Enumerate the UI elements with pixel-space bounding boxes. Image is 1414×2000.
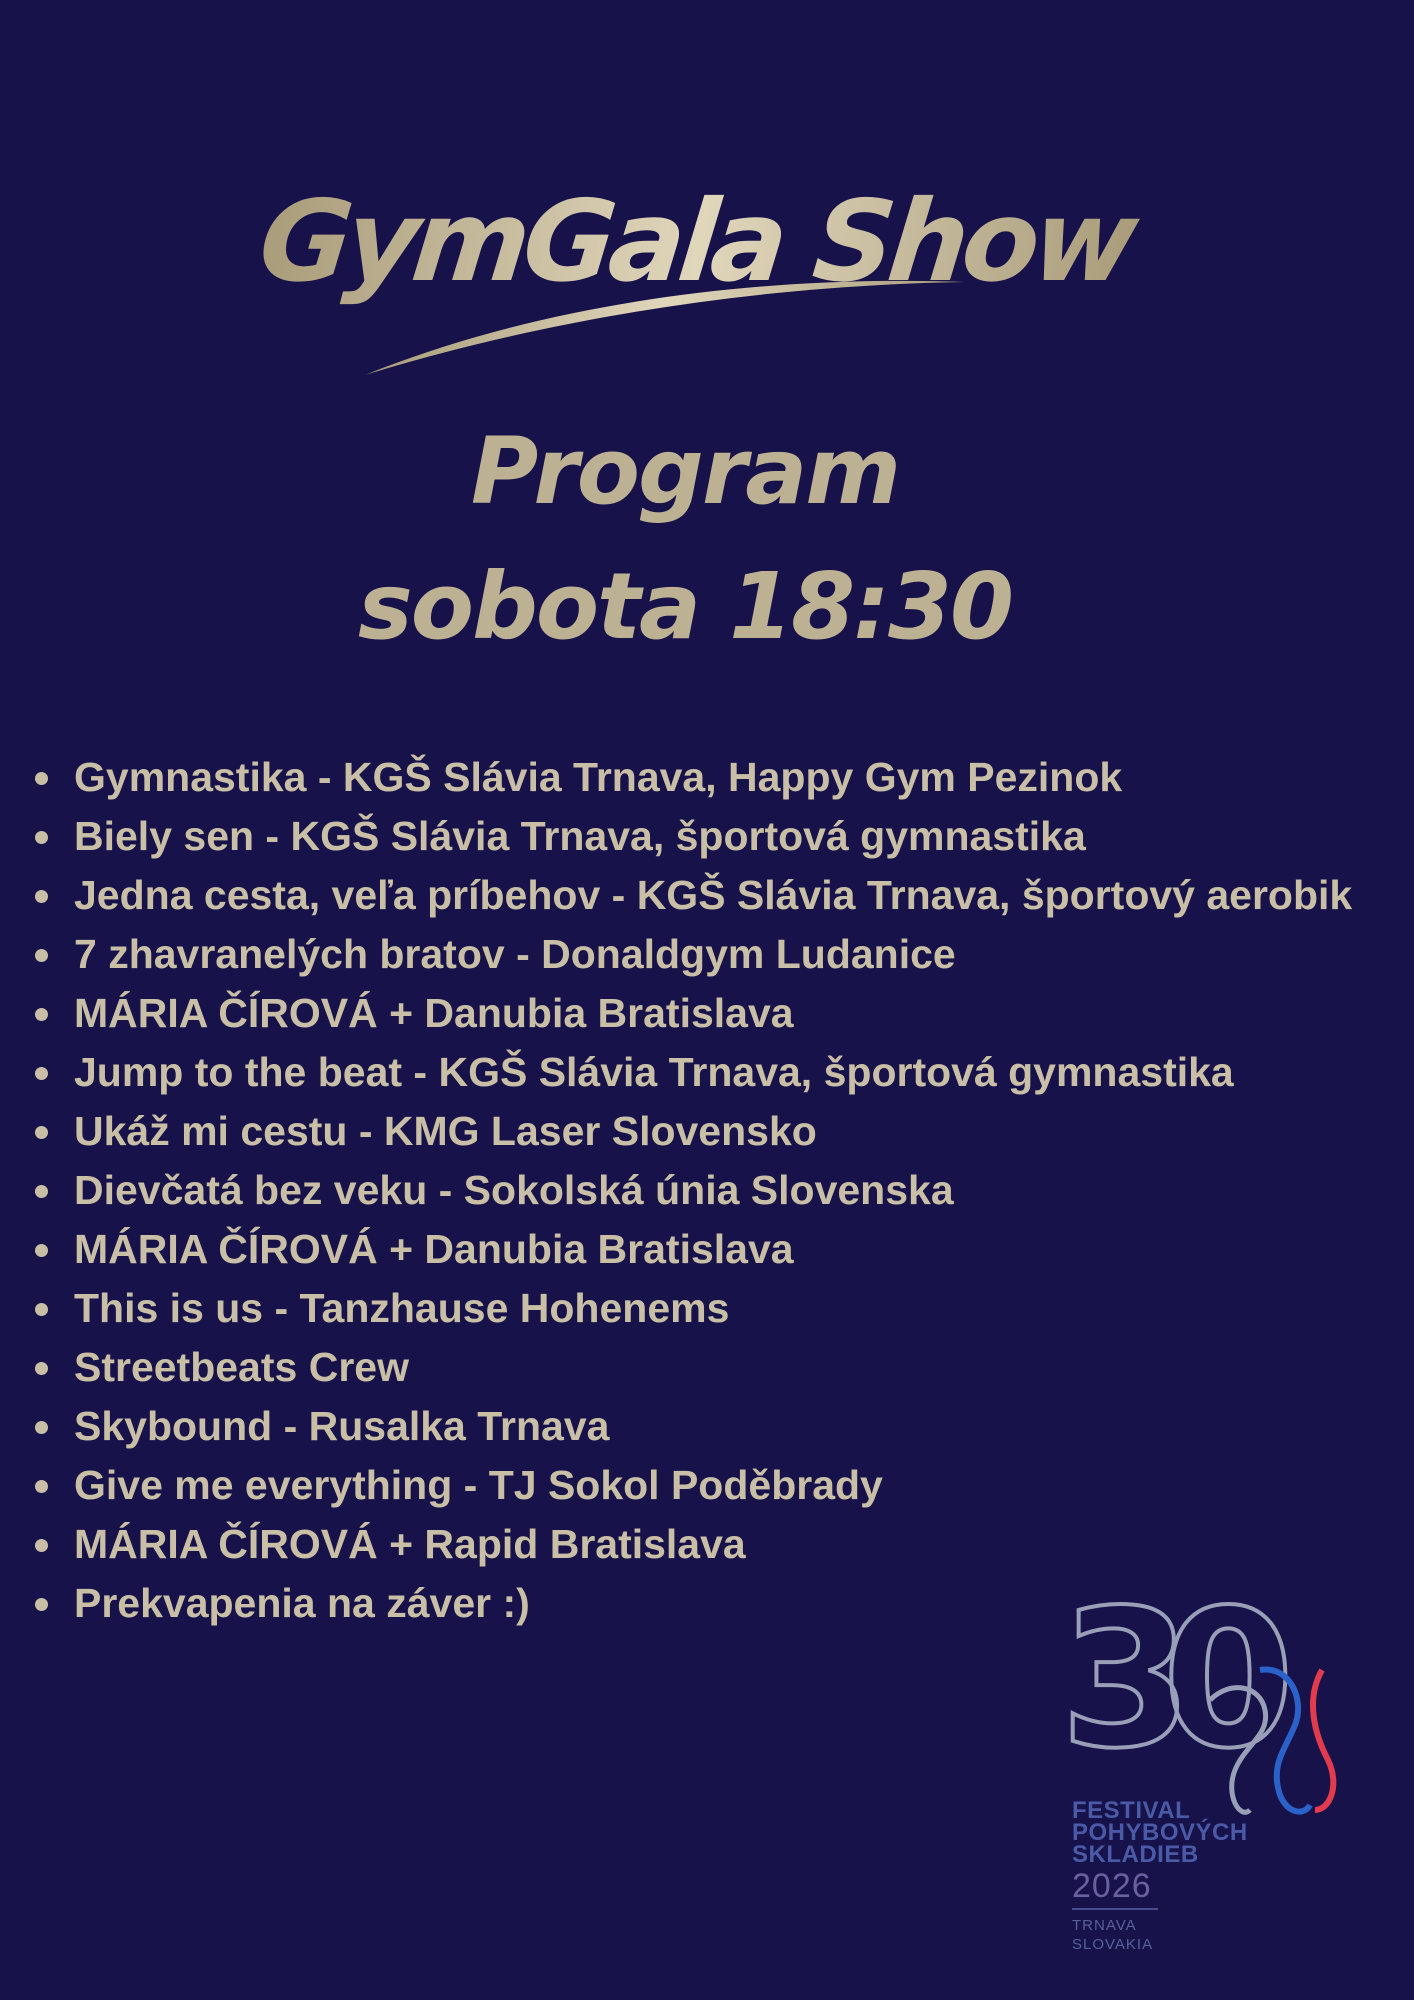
program-item: MÁRIA ČÍROVÁ + Rapid Bratislava bbox=[30, 1515, 1400, 1574]
program-item: 7 zhavranelých bratov - Donaldgym Ludanice bbox=[30, 925, 1400, 984]
program-item: Prekvapenia na záver :) bbox=[30, 1574, 1400, 1633]
figure-outline-red bbox=[1313, 1670, 1333, 1810]
program-item: Give me everything - TJ Sokol Poděbrady bbox=[30, 1456, 1400, 1515]
festival-line-1: FESTIVAL bbox=[1072, 1797, 1191, 1824]
festival-line-2: POHYBOVÝCH bbox=[1072, 1819, 1248, 1846]
figure-outline-blue bbox=[1260, 1670, 1310, 1812]
festival-divider bbox=[1072, 1908, 1158, 1910]
festival-country: SLOVAKIA bbox=[1072, 1936, 1154, 1953]
program-item: Skybound - Rusalka Trnava bbox=[30, 1397, 1400, 1456]
program-item: Dievčatá bez veku - Sokolská únia Slovenska bbox=[30, 1161, 1400, 1220]
festival-number: 30 bbox=[1060, 1570, 1265, 1790]
program-item: MÁRIA ČÍROVÁ + Danubia Bratislava bbox=[30, 1220, 1400, 1279]
festival-text bbox=[1072, 1797, 1248, 1954]
program-item: Ukáž mi cestu - KMG Laser Slovensko bbox=[30, 1102, 1400, 1161]
program-item: MÁRIA ČÍROVÁ + Danubia Bratislava bbox=[30, 984, 1400, 1043]
gymgala-logo-text: GymGala Show bbox=[253, 177, 1138, 307]
gymgala-show-logo bbox=[250, 150, 1138, 390]
page-title: Program bbox=[470, 418, 900, 525]
festival-year: 2026 bbox=[1072, 1867, 1152, 1905]
program-item: Jump to the beat - KGŠ Slávia Trnava, športová gymnastika bbox=[30, 1043, 1400, 1102]
program-item: This is us - Tanzhause Hohenems bbox=[30, 1279, 1400, 1338]
festival-line-3: SKLADIEB bbox=[1072, 1841, 1199, 1868]
festival-city: TRNAVA bbox=[1072, 1917, 1137, 1934]
program-item: Jedna cesta, veľa príbehov - KGŠ Slávia Trnava, športový aerobik bbox=[30, 866, 1400, 925]
page-subtitle: sobota 18:30 bbox=[358, 553, 1012, 660]
program-item: Gymnastika - KGŠ Slávia Trnava, Happy Gym Pezinok bbox=[30, 748, 1400, 807]
program-list bbox=[30, 748, 1400, 1633]
program-item: Biely sen - KGŠ Slávia Trnava, športová gymnastika bbox=[30, 807, 1400, 866]
program-item: Streetbeats Crew bbox=[30, 1338, 1400, 1397]
gymgala-logo-graphic bbox=[250, 150, 1138, 390]
